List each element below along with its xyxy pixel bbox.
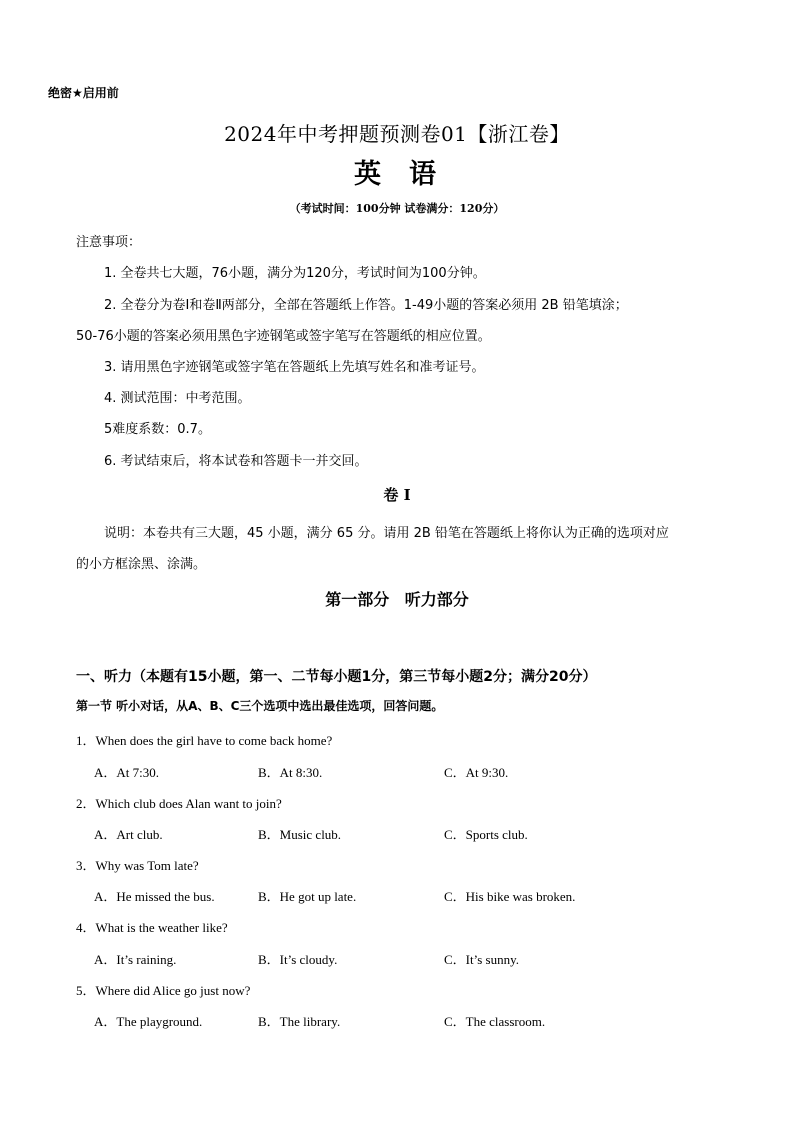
question-1-option-c: C．At 9:30. [444, 765, 509, 780]
volume-1-desc-line1: 说明：本卷共有三大题，45 小题，满分 65 分。请用 2B 铅笔在答题纸上将你认为正确的选项对应 [104, 526, 669, 541]
question-5-option-a: A．The playground. [94, 1014, 203, 1029]
subject-title: 英语 [354, 159, 464, 190]
volume-1-desc-line2: 的小方框涂黑、涂满。 [76, 557, 207, 572]
question-1: 1．When does the girl have to come back home? [76, 733, 333, 748]
listening-section-heading: 一、听力（本题有15小题，第一、二节每小题1分，第三节每小题2分；满分20分） [76, 669, 597, 685]
question-1-option-b: B．At 8:30. [258, 765, 323, 780]
notice-item-5: 5难度系数：0.7。 [104, 422, 211, 437]
question-4-option-b: B．It’s cloudy. [258, 952, 338, 967]
notice-heading: 注意事项： [76, 235, 142, 250]
notice-item-3: 3. 请用黑色字迹钢笔或签字笔在答题纸上先填写姓名和准考证号。 [104, 360, 485, 375]
exam-time-score: （考试时间：100分钟 试卷满分：120分） [289, 202, 505, 215]
question-2-option-b: B．Music club. [258, 827, 342, 842]
confidential-label: 绝密★启用前 [48, 86, 119, 100]
exam-title: 2024年中考押题预测卷01【浙江卷】 [224, 122, 570, 146]
question-1-option-a: A．At 7:30. [94, 765, 160, 780]
question-3-option-c: C．His bike was broken. [444, 889, 576, 904]
notice-item-2: 2. 全卷分为卷Ⅰ和卷Ⅱ两部分，全部在答题纸上作答。1-49小题的答案必须用 2B 铅笔填涂； [104, 298, 628, 313]
question-3-option-a: A．He missed the bus. [94, 889, 215, 904]
question-2: 2．Which club does Alan want to join? [76, 796, 282, 811]
question-5: 5．Where did Alice go just now? [76, 983, 251, 998]
question-3-option-b: B．He got up late. [258, 889, 357, 904]
question-4-option-a: A．It’s raining. [94, 952, 177, 967]
notice-item-2-cont: 50-76小题的答案必须用黑色字迹钢笔或签字笔写在答题纸的相应位置。 [76, 329, 491, 344]
listening-subsection-heading: 第一节 听小对话，从A、B、C三个选项中选出最佳选项，回答问题。 [76, 699, 444, 713]
question-5-option-b: B．The library. [258, 1014, 341, 1029]
notice-item-1: 1. 全卷共七大题，76小题，满分为120分，考试时间为100分钟。 [104, 266, 486, 281]
notice-item-6: 6. 考试结束后，将本试卷和答题卡一并交回。 [104, 454, 368, 469]
question-4: 4．What is the weather like? [76, 920, 228, 935]
question-2-option-a: A．Art club. [94, 827, 163, 842]
question-5-option-c: C．The classroom. [444, 1014, 546, 1029]
question-4-option-c: C．It’s sunny. [444, 952, 519, 967]
volume-1-title: 卷 I [383, 486, 411, 504]
notice-item-4: 4. 测试范围：中考范围。 [104, 391, 251, 406]
part-1-title: 第一部分 听力部分 [325, 590, 469, 609]
question-2-option-c: C．Sports club. [444, 827, 528, 842]
question-3: 3．Why was Tom late? [76, 858, 199, 873]
